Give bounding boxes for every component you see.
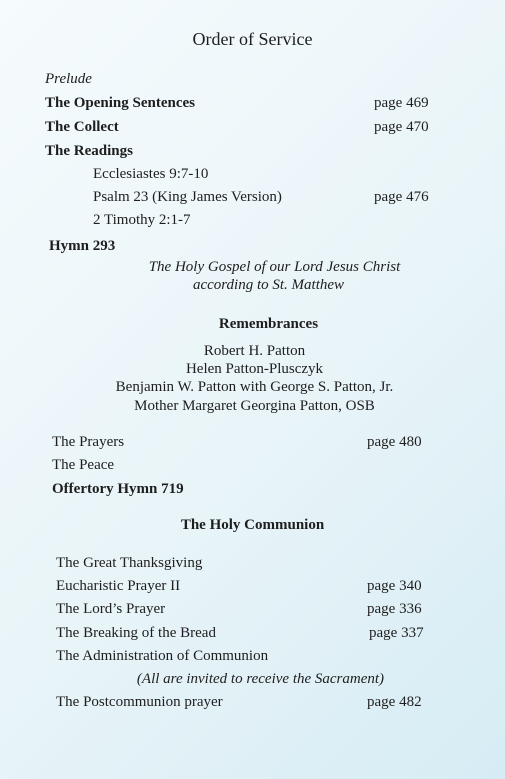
prayers-page: page 480 — [367, 434, 422, 450]
reading-ecclesiastes: Ecclesiastes 9:7-10 — [93, 166, 209, 182]
reading-timothy: 2 Timothy 2:1-7 — [93, 212, 191, 228]
communion-item-page: page 336 — [367, 601, 422, 617]
collect-label: The Collect — [45, 119, 119, 135]
communion-item-page: page 337 — [369, 625, 424, 641]
communion-item-page: page 340 — [367, 578, 422, 594]
communion-item: The Lord’s Prayer — [56, 601, 166, 617]
remembrance-name: Mother Margaret Georgina Patton, OSB — [134, 398, 375, 414]
communion-item: The Great Thanksgiving — [56, 555, 203, 571]
remembrance-name: Benjamin W. Patton with George S. Patton, Jr. — [115, 379, 394, 395]
remembrance-name: Robert H. Patton — [203, 343, 306, 359]
prelude: Prelude — [45, 71, 92, 87]
remembrance-name: Helen Patton-Plusczyk — [185, 361, 324, 377]
opening-sentences-label: The Opening Sentences — [45, 95, 196, 111]
readings-label: The Readings — [45, 143, 133, 159]
page-title: Order of Service — [192, 29, 313, 49]
offertory-hymn: Offertory Hymn 719 — [52, 481, 184, 497]
communion-note: (All are invited to receive the Sacrament) — [136, 671, 385, 687]
communion-item: The Administration of Communion — [56, 648, 269, 664]
communion-item: The Breaking of the Bread — [56, 625, 216, 641]
gospel-line-2: according to St. Matthew — [192, 277, 345, 293]
communion-item: Eucharistic Prayer II — [56, 578, 181, 594]
hymn: Hymn 293 — [49, 238, 116, 254]
postcommunion-label: The Postcommunion prayer — [56, 694, 223, 710]
collect-page: page 470 — [374, 119, 429, 135]
communion-heading: The Holy Communion — [180, 517, 325, 533]
gospel-line-1: The Holy Gospel of our Lord Jesus Christ — [148, 259, 401, 275]
peace-label: The Peace — [52, 457, 115, 473]
reading-psalm: Psalm 23 (King James Version) — [93, 189, 282, 205]
remembrances-heading: Remembrances — [218, 316, 319, 332]
opening-sentences-page: page 469 — [374, 95, 429, 111]
prayers-label: The Prayers — [52, 434, 125, 450]
reading-psalm-page: page 476 — [374, 189, 429, 205]
postcommunion-page: page 482 — [367, 694, 422, 710]
